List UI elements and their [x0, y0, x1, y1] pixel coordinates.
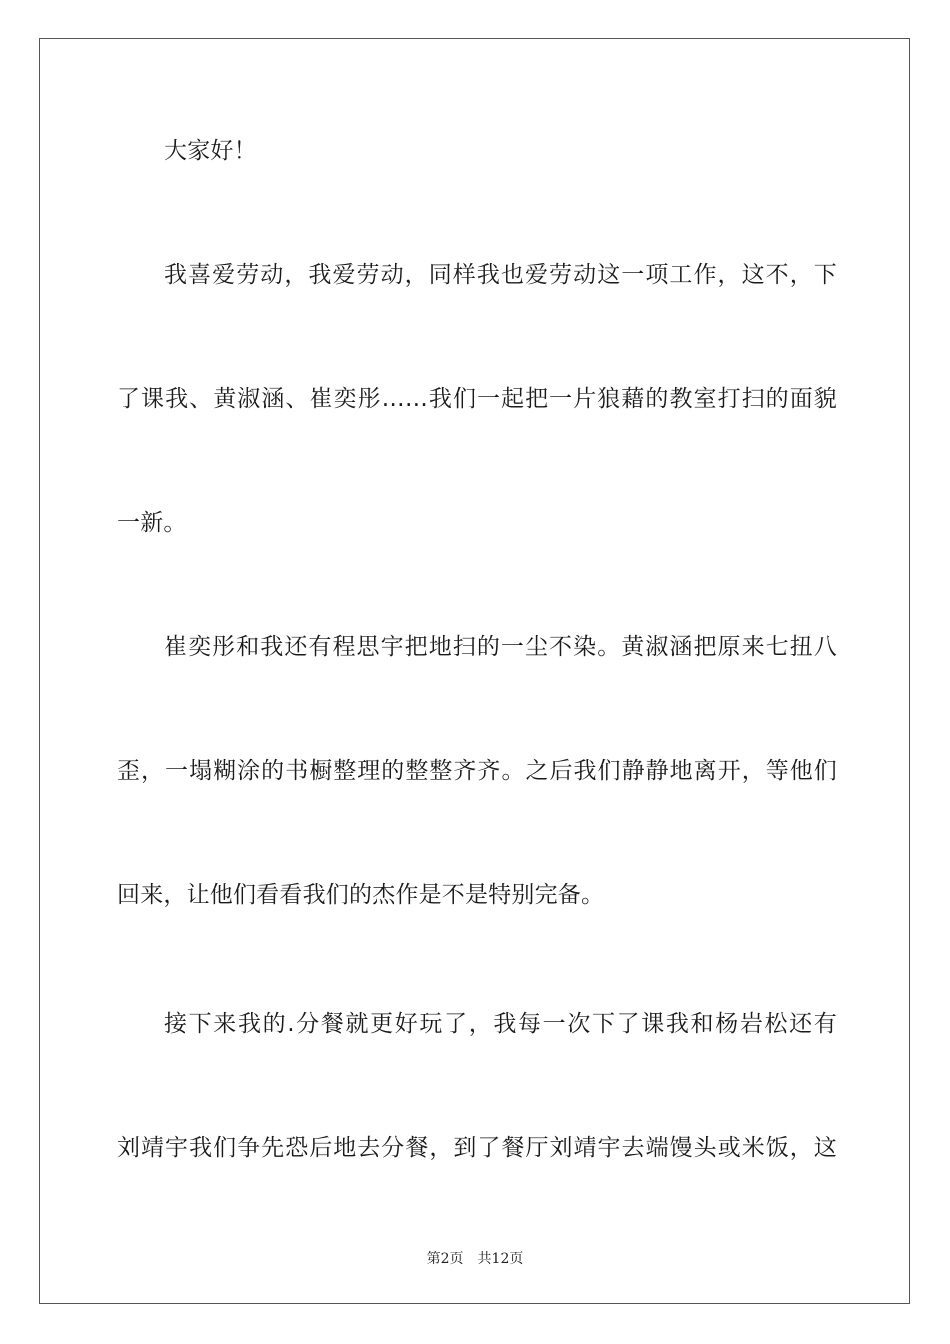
- paragraph-2-line-1: 崔奕彤和我还有程思宇把地扫的一尘不染。黄淑涵把原来七扭八: [164, 634, 837, 660]
- paragraph-1-line-3: 一新。: [117, 510, 187, 536]
- paragraph-2-line-2: 歪，一塌糊涂的书橱整理的整整齐齐。之后我们静静地离开，等他们: [117, 758, 837, 784]
- paragraph-1-line-2: 了课我、黄淑涵、崔奕彤……我们一起把一片狼藉的教室打扫的面貌: [117, 386, 837, 412]
- page-border: [39, 38, 910, 1304]
- paragraph-2-line-3: 回来，让他们看看我们的杰作是不是特别完备。: [117, 882, 605, 908]
- paragraph-3-line-1: 接下来我的.分餐就更好玩了，我每一次下了课我和杨岩松还有: [164, 1011, 837, 1037]
- page-footer: [0, 1248, 950, 1268]
- greeting-line: 大家好！: [164, 138, 257, 164]
- paragraph-3-line-2: 刘靖宇我们争先恐后地去分餐，到了餐厅刘靖宇去端馒头或米饭，这: [117, 1135, 837, 1161]
- paragraph-1-line-1: 我喜爱劳动，我爱劳动，同样我也爱劳动这一项工作，这不，下: [164, 262, 837, 288]
- page-number: 第2页: [426, 1251, 464, 1267]
- page-total: 共12页: [477, 1251, 524, 1267]
